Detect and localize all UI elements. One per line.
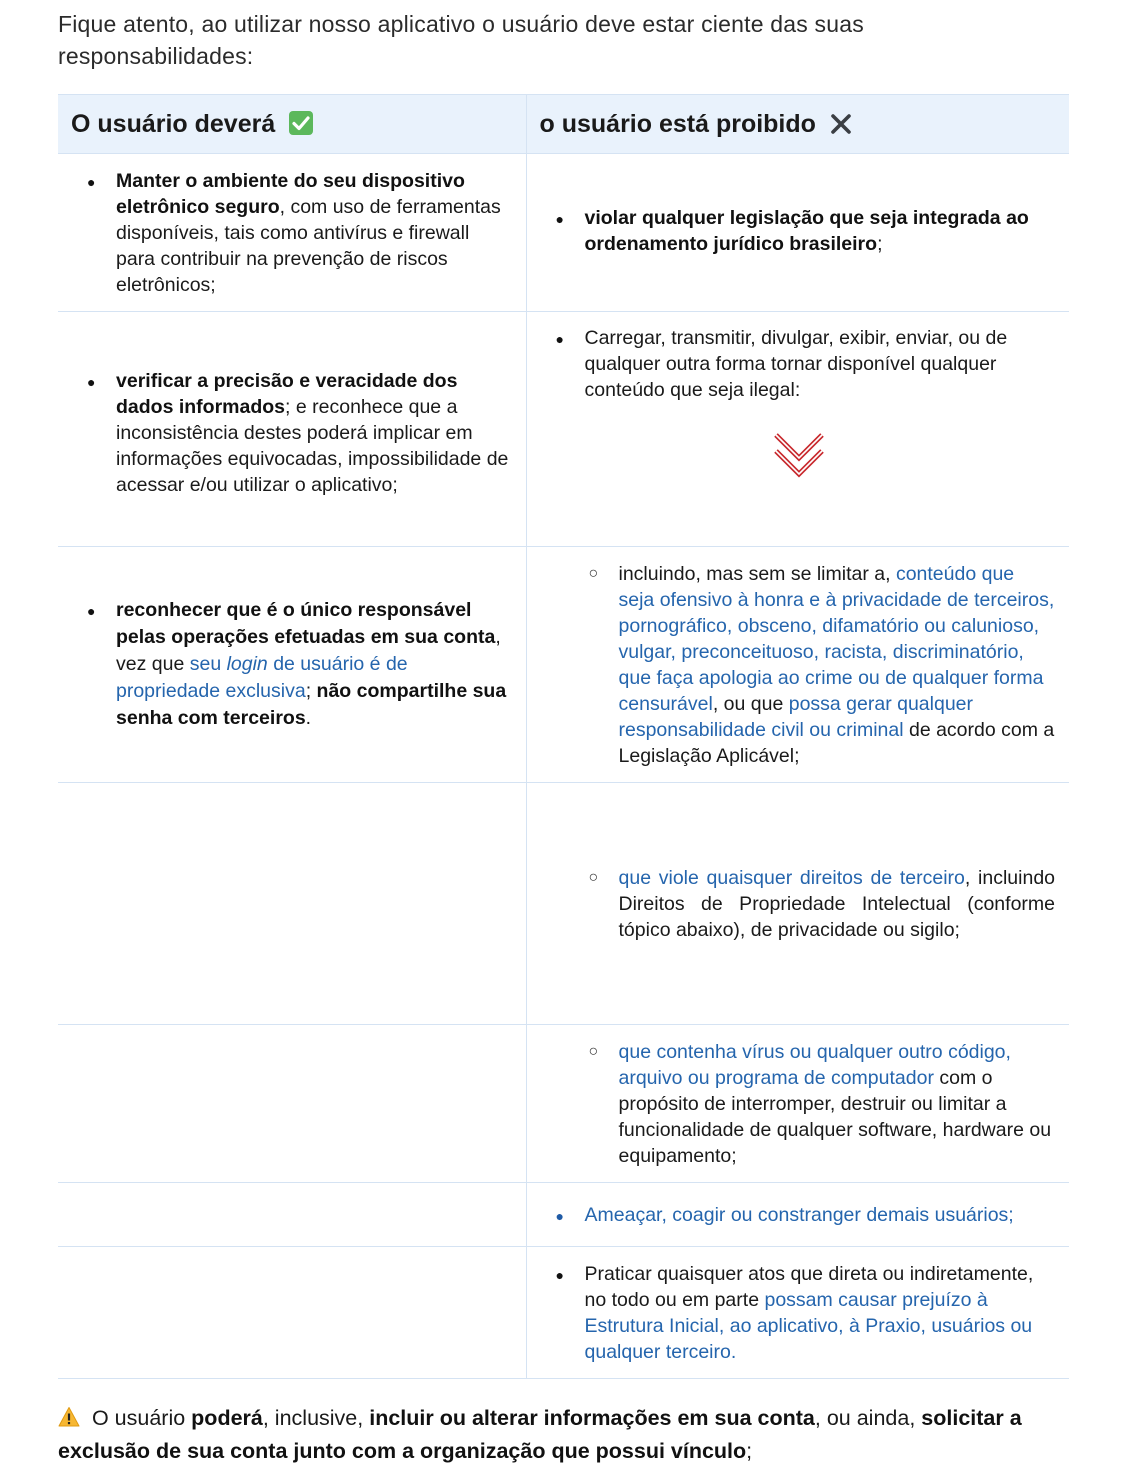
table-row	[58, 547, 1069, 783]
list-item	[527, 205, 1070, 257]
forbidden-cell	[526, 783, 1069, 1025]
highlight-text: de usuário é de propriedade exclusiva	[116, 653, 408, 702]
list-item	[58, 368, 526, 498]
footer-bold: poderá	[191, 1406, 263, 1430]
table-row	[58, 312, 1069, 547]
empty-cell	[58, 1247, 526, 1379]
double-chevron-down-icon	[771, 425, 827, 481]
highlight-text: Ameaçar, coagir ou constranger demais usuários;	[584, 1203, 1014, 1226]
item-text: incluindo, mas sem se limitar a,	[618, 562, 896, 585]
forbidden-cell	[526, 1183, 1069, 1247]
list-item	[527, 1202, 1070, 1228]
header-should	[58, 95, 526, 154]
highlight-text: que contenha vírus ou qualquer outro código, arquivo ou programa de computador	[618, 1040, 1011, 1089]
bold-text: verificar a precisão e veracidade dos dados informados	[116, 370, 458, 418]
footer-text: O usuário	[86, 1406, 192, 1430]
bold-text: não compartilhe sua senha com terceiros	[116, 680, 507, 729]
intro-text: Fique atento, ao utilizar nosso aplicativo o usuário deve estar ciente das suas responsabilidades:	[58, 11, 864, 69]
bold-text: Manter o ambiente do seu dispositivo eletrônico seguro	[116, 169, 465, 218]
item-text: Praticar quaisquer atos que direta ou indiretamente, no todo ou em parte	[584, 1262, 1034, 1311]
list-item	[58, 597, 526, 732]
header-should-label: O usuário deverá	[71, 109, 276, 138]
should-cell	[58, 547, 526, 783]
bold-text: reconhecer que é o único responsável pelas operações efetuadas em sua conta	[116, 599, 496, 648]
sub-list-item	[527, 865, 1070, 943]
item-text: .	[305, 707, 312, 729]
sub-list-item	[527, 561, 1070, 769]
highlight-text: seu	[189, 653, 227, 675]
item-text: ;	[305, 680, 317, 702]
table-row	[58, 154, 1069, 312]
footer-text: , inclusive,	[262, 1406, 370, 1430]
empty-cell	[58, 783, 526, 1025]
should-cell	[58, 312, 526, 547]
header-forbidden-label: o usuário está proibido	[539, 109, 816, 138]
forbidden-cell	[526, 312, 1069, 547]
item-text: de acordo com a Legislação Aplicável;	[618, 718, 1055, 767]
footer-text: , ou ainda,	[814, 1406, 922, 1430]
item-text: ;	[877, 233, 883, 255]
footer-bold: incluir ou alterar informações em sua conta	[369, 1406, 815, 1430]
responsibilities-table	[58, 94, 1069, 1379]
table-row	[58, 1247, 1069, 1379]
item-text: ; e reconhece que a inconsistência destes poderá implicar em informações equivocadas, impossibilidade de acessar e/ou utilizar o aplicativo;	[116, 396, 509, 496]
sub-list-item	[527, 1039, 1070, 1169]
forbidden-cell	[526, 154, 1069, 312]
table-row	[58, 1025, 1069, 1183]
highlight-text: conteúdo que seja ofensivo à honra e à privacidade de terceiros, pornográfico, obsceno, difamatório ou calunioso, vulgar, preconceituoso, racista, discriminatório, que faça apologia ao crime ou de qualquer forma censurável	[618, 562, 1055, 715]
footer-note	[58, 1402, 1068, 1468]
bold-text: violar qualquer legislação que seja integrada ao ordenamento jurídico brasileiro	[584, 207, 1029, 255]
item-text: Carregar, transmitir, divulgar, exibir, enviar, ou de qualquer outra forma tornar disponível qualquer conteúdo que seja ilegal:	[584, 327, 1008, 401]
highlight-text: possam causar prejuízo à Estrutura Inicial, ao aplicativo, à Praxio, usuários ou qualquer terceiro.	[584, 1288, 1033, 1363]
item-text: com o propósito de interromper, destruir ou limitar a funcionalidade de qualquer software, hardware ou equipamento;	[618, 1066, 1052, 1167]
table-row	[58, 1183, 1069, 1247]
list-item	[58, 168, 526, 298]
list-item	[527, 1261, 1070, 1365]
list-item	[527, 325, 1070, 403]
x-mark-icon	[829, 112, 853, 136]
footer-text: ;	[746, 1439, 753, 1463]
forbidden-cell	[526, 1247, 1069, 1379]
table-header-row	[58, 95, 1069, 154]
highlight-italic-text: login	[226, 653, 268, 675]
forbidden-cell	[526, 547, 1069, 783]
highlight-text: que viole quaisquer direitos de terceiro	[618, 866, 965, 889]
table-row	[58, 783, 1069, 1025]
footer-bold: solicitar a exclusão de sua conta junto com a organização que possui vínculo	[58, 1406, 1022, 1463]
item-text: , vez que	[116, 626, 501, 675]
forbidden-cell	[526, 1025, 1069, 1183]
item-text: , incluindo Direitos de Propriedade Intelectual (conforme tópico abaixo), de privacidade ou sigilo;	[618, 866, 1056, 941]
highlight-text: possa gerar qualquer responsabilidade civil ou criminal	[618, 692, 974, 741]
warning-icon	[58, 1406, 80, 1428]
item-text: , com uso de ferramentas disponíveis, tais como antivírus e firewall para contribuir na prevenção de riscos eletrônicos;	[116, 195, 501, 296]
empty-cell	[58, 1025, 526, 1183]
header-forbidden	[526, 95, 1069, 154]
check-mark-icon	[288, 110, 314, 136]
item-text: , ou que	[712, 692, 789, 715]
empty-cell	[58, 1183, 526, 1247]
should-cell	[58, 154, 526, 312]
